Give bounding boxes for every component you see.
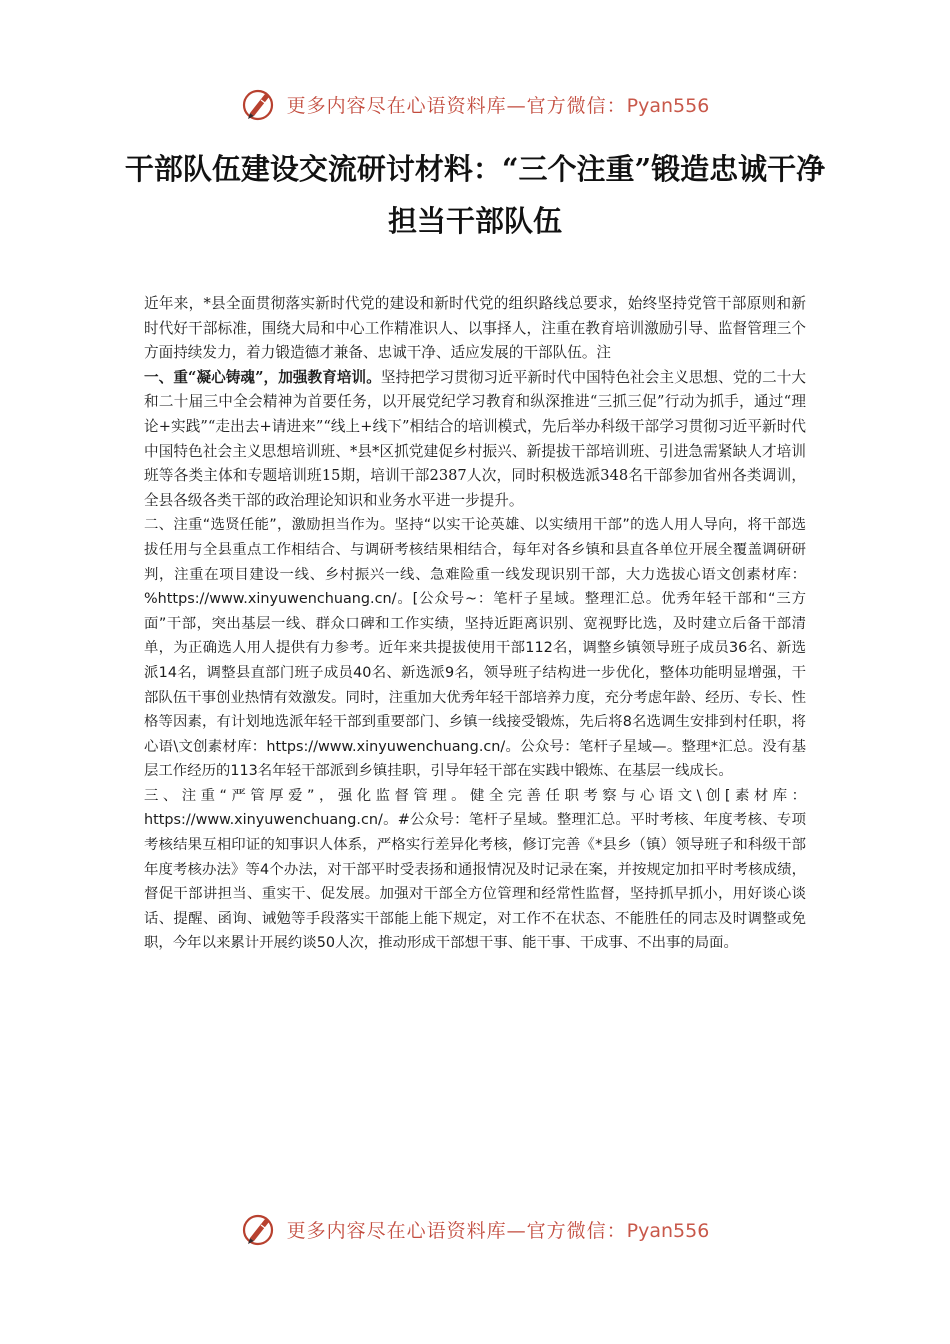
pen-logo-icon [241, 1211, 277, 1247]
section-3 [144, 784, 806, 956]
pen-logo-icon [241, 86, 277, 122]
section-3-heading: 三、注重“严管厚爱”，强化监督管理。 [144, 787, 471, 804]
header-banner [0, 82, 950, 126]
section-3-body: 健全完善任职考察与心语文\创[素材库：https://www.xinyuwenchuang.cn/。#公众号：笔杆子星域。整理汇总。平时考核、年度考核、专项考核结果互相印证的知事识人体系，严格实行差异化考核，修订完善《*县乡（镇）领导班子和科级干部年度考核办法》等4个办法，对干部平时受表扬和通报情况及时记录在案，并按规定加扣平时考核成绩，督促干部讲担当、重实干、促发展。加强对干部全方位管理和经常性监督，坚持抓早抓小，用好谈心谈话、提醒、函询、诫勉等手段落实干部能上能下规定，对工作不在状态、不能胜任的同志及时调整或免职，今年以来累计开展约谈50人次，推动形成干部想干事、能干事、干成事、不出事的局面。 [144, 787, 806, 952]
banner-text [287, 91, 710, 118]
section-1 [144, 366, 806, 514]
section-2 [144, 513, 806, 784]
banner-wechat-id: Pyan556 [626, 1219, 710, 1242]
document-body [144, 292, 806, 956]
banner-slogan: 更多内容尽在心语资料库—官方微信： [286, 94, 627, 117]
banner-text [287, 1216, 710, 1243]
banner-slogan: 更多内容尽在心语资料库—官方微信： [286, 1219, 627, 1242]
section-2-body: 坚持“以实干论英雄、以实绩用干部”的选人用人导向，将干部选拔任用与全县重点工作相结合、与调研考核结果相结合，每年对各乡镇和县直各单位开展全覆盖调研研判，注重在项目建设一线、乡村振兴一线、急难险重一线发现识别干部，大力选拔心语文创素材库：%https://www.xinyuwenchuang.cn/。[公众号~：笔杆子星域。整理汇总。优秀年轻干部和“三方面”干部，突出基层一线、群众口碑和工作实绩，坚持近距离识别、宽视野比选，及时建立后备干部清单，为正确选人用人提供有力参考。近年来共提拔使用干部112名，调整乡镇领导班子成员36名、新选派14名，调整县直部门班子成员40名、新选派9名，领导班子结构进一步优化，整体功能明显增强，干部队伍干事创业热情有效激发。同时，注重加大优秀年轻干部培养力度，充分考虑年龄、经历、专长、性格等因素，有计划地选派年轻干部到重要部门、乡镇一线接受锻炼，先后将8名选调生安排到村任职，将心语\文创素材库：https://www.xinyuwenchuang.cn/。公众号：笔杆子星域—。整理*汇总。没有基层工作经历的113名年轻干部派到乡镇挂职，引导年轻干部在实践中锻炼、在基层一线成长。 [144, 517, 806, 780]
document-title: 干部队伍建设交流研讨材料：“三个注重”锻造忠诚干净担当干部队伍 [124, 152, 826, 238]
footer-banner [0, 1207, 950, 1251]
intro-paragraph: 近年来，*县全面贯彻落实新时代党的建设和新时代党的组织路线总要求，始终坚持党管干部原则和新时代好干部标准，围绕大局和中心工作精准识人、以事择人，注重在教育培训激励引导、监督管理三个方面持续发力，着力锻造德才兼备、忠诚干净、适应发展的干部队伍。注 [144, 295, 806, 362]
section-1-heading: 一、重“凝心铸魂”，加强教育培训。 [144, 368, 381, 386]
section-2-heading: 二、注重“选贤任能”，激励担当作为。 [144, 517, 395, 534]
banner-wechat-id: Pyan556 [626, 94, 710, 117]
section-1-body: 坚持把学习贯彻习近平新时代中国特色社会主义思想、党的二十大和二十届三中全会精神为首要任务，以开展党纪学习教育和纵深推进“三抓三促”行动为抓手，通过“理论+实践”“走出去+请进来”“线上+线下”相结合的培训模式，先后举办科级干部学习贯彻习近平新时代中国特色社会主义思想培训班、*县*区抓党建促乡村振兴、新提拔干部培训班、引进急需紧缺人才培训班等各类主体和专题培训班15期，培训干部2387人次，同时积极选派348名干部参加省州各类调训，全县各级各类干部的政治理论知识和业务水平进一步提升。 [144, 368, 806, 509]
